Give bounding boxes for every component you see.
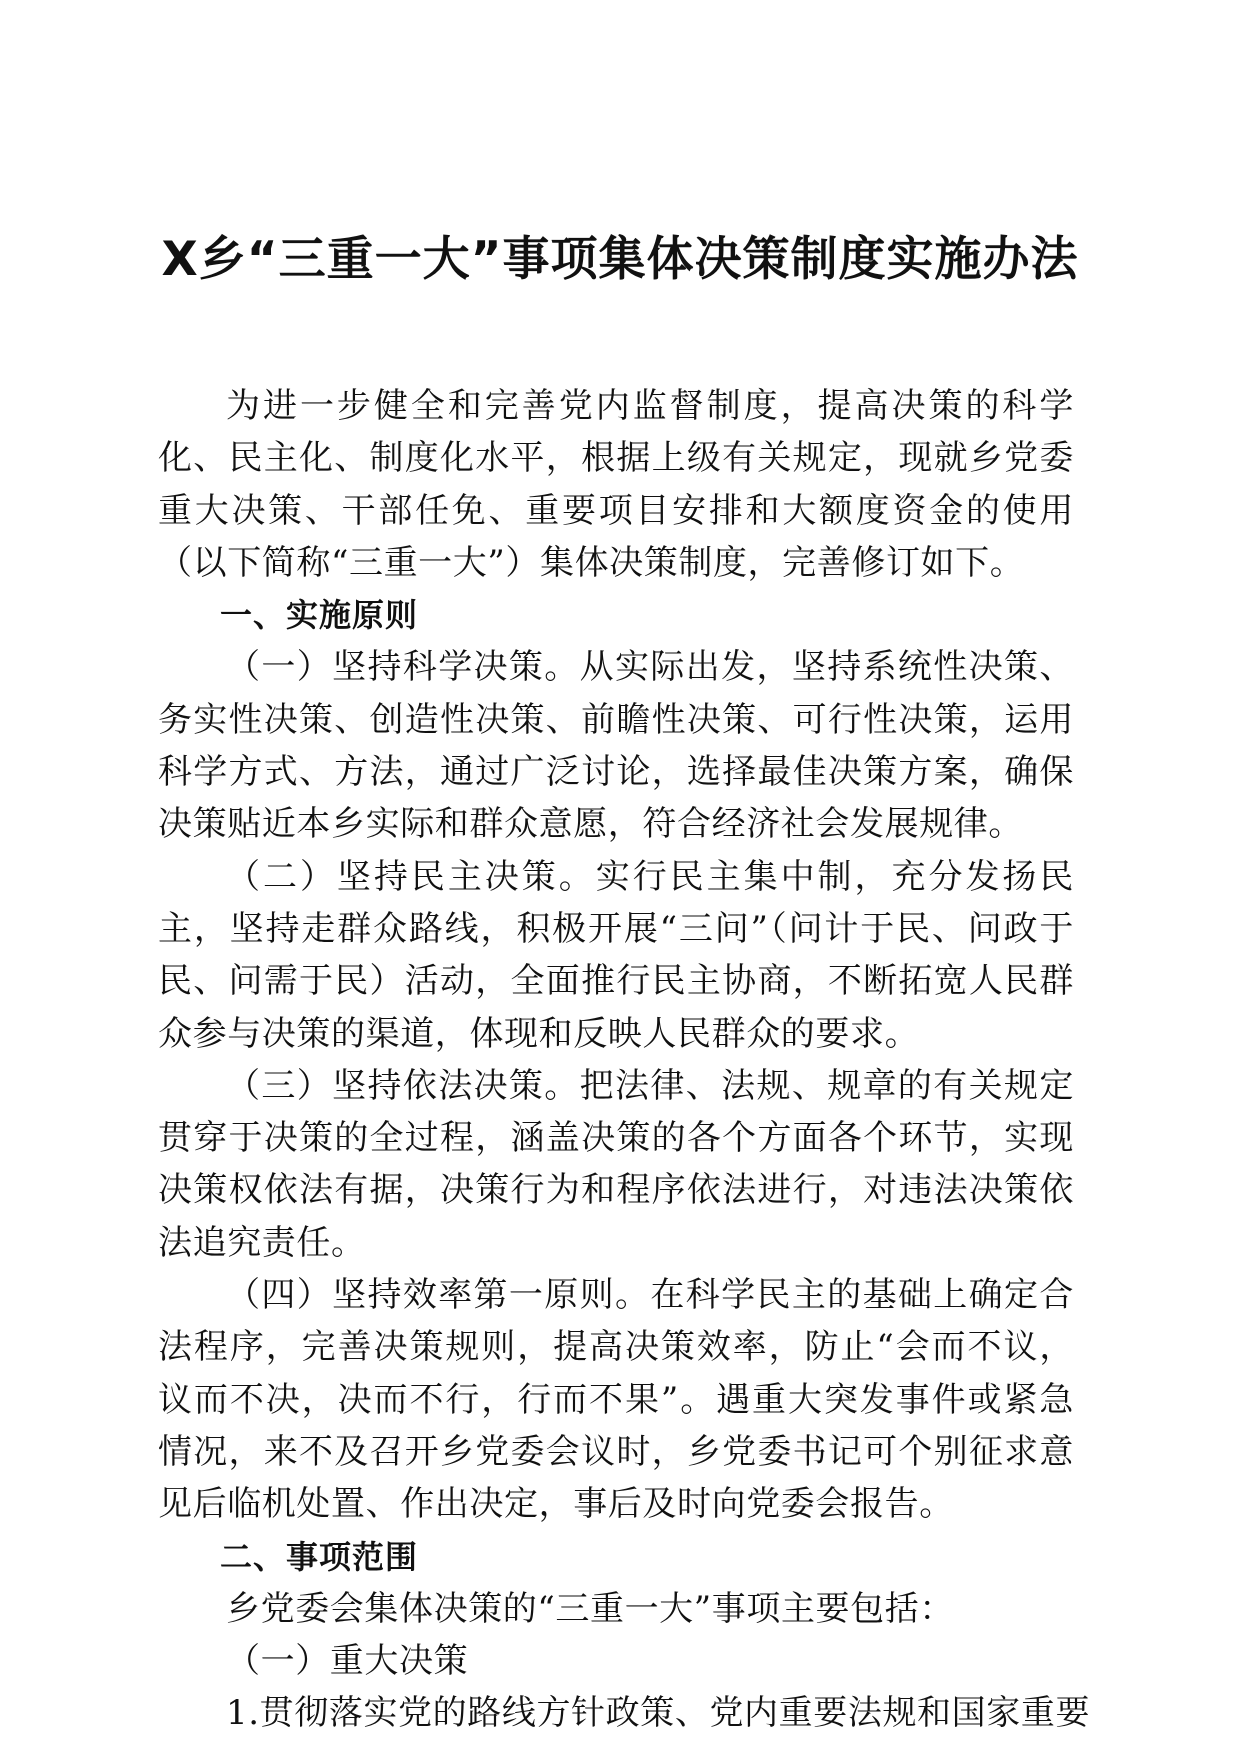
principle-paragraph-2: （二）坚持民主决策。实行民主集中制，充分发扬民主，坚持走群众路线，积极开展“三问”（问计于民、问政于民、问需于民）活动，全面推行民主协商，不断拓宽人民群众参与决策的渠道，体现和反映人民群众的要求。	[158, 856, 1074, 1054]
document-body	[158, 380, 1091, 1740]
principle-paragraph-1: （一）坚持科学决策。从实际出发，坚持系统性决策、务实性决策、创造性决策、前瞻性决策、可行性决策，运用科学方式、方法，通过广泛讨论，选择最佳决策方案，确保决策贴近本乡实际和群众意愿，符合经济社会发展规律。	[158, 647, 1074, 845]
intro-paragraph: 为进一步健全和完善党内监督制度，提高决策的科学化、民主化、制度化水平，根据上级有关规定，现就乡党委重大决策、干部任免、重要项目安排和大额度资金的使用（以下简称“三重一大”）集体决策制度，完善修订如下。	[158, 386, 1074, 583]
scope-item-1: 1.贯彻落实党的路线方针政策、党内重要法规和国家重要	[226, 1693, 1091, 1734]
scope-subheading: （一）重大决策	[226, 1641, 469, 1682]
section-heading-principles: 一、实施原则	[220, 596, 419, 635]
principle-paragraph-3: （三）坚持依法决策。把法律、法规、规章的有关规定贯穿于决策的全过程，涵盖决策的各个方面各个环节，实现决策权依法有据，决策行为和程序依法进行，对违法决策依法追究责任。	[158, 1065, 1074, 1263]
scope-intro: 乡党委会集体决策的“三重一大”事项主要包括：	[226, 1588, 954, 1629]
document-title: X乡“三重一大”事项集体决策制度实施办法	[161, 232, 1079, 287]
section-heading-scope: 二、事项范围	[220, 1537, 419, 1576]
principle-paragraph-4: （四）坚持效率第一原则。在科学民主的基础上确定合法程序，完善决策规则，提高决策效率，防止“会而不议，议而不决，决而不行，行而不果”。遇重大突发事件或紧急情况，来不及召开乡党委会议时，乡党委书记可个别征求意见后临机处置、作出决定，事后及时向党委会报告。	[158, 1275, 1074, 1525]
